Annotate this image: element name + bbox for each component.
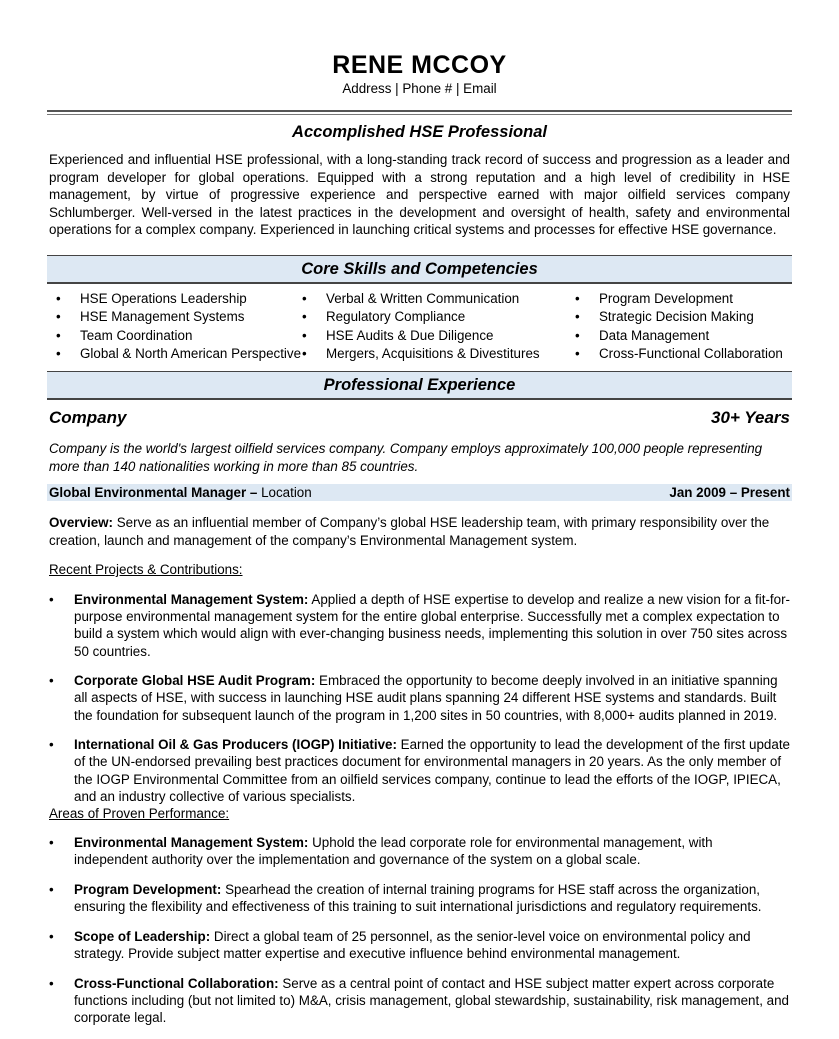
skill-item: • Strategic Decision Making xyxy=(568,308,783,326)
company-tenure: 30+ Years xyxy=(711,408,790,427)
overview-paragraph xyxy=(49,514,790,549)
skill-item: • HSE Management Systems xyxy=(49,308,301,326)
role-bar xyxy=(47,484,792,501)
summary-paragraph: Experienced and influential HSE professional, with a long-standing track record of success and progression as a leader and program developer for global operations. Equipped with a strong reputation and a high level of credibility in HSE management, by virtue of progressive experience and perspective earned with major oilfield services company Schlumberger. Well-versed in the latest practices in the development and oversight of health, safety and environmental operations for a complex company. Experienced in launching critical systems and processes for effective HSE governance. xyxy=(49,152,790,238)
skills-section-heading: Core Skills and Competencies xyxy=(47,255,792,284)
bullet-text: Earned the opportunity to lead the development of the first update of the UN-endorsed prevailing best practices document for environmental managers in 20 years. As the only member of the IOGP Environmental Committee from an oilfield services company, continue to lead the efforts of the IOGP, IPIECA, and an industry collective of various specialists. xyxy=(74,737,790,804)
bullet-label: International Oil & Gas Producers (IOGP) Initiative: xyxy=(74,737,397,753)
company-description: Company is the world's largest oilfield services company. Company employs approximately 100,000 people representing more than 140 nationalities working in more than 85 countries. xyxy=(49,441,763,474)
projects-list xyxy=(49,591,790,817)
bullet-text: Spearhead the creation of internal training programs for HSE staff across the organization, ensuring the flexibility and effectiveness of this training to suit international jurisdictions and regulatory requirements. xyxy=(74,882,762,915)
skill-item: • Regulatory Compliance xyxy=(295,308,540,326)
header-divider xyxy=(47,110,792,115)
skill-item: • HSE Audits & Due Diligence xyxy=(295,327,540,345)
contact-line: Address | Phone # | Email xyxy=(342,81,497,96)
list-item xyxy=(49,834,790,868)
candidate-name: RENE MCCOY xyxy=(332,51,507,79)
skill-item: • HSE Operations Leadership xyxy=(49,290,301,308)
role-title-line xyxy=(49,484,312,501)
experience-section-heading: Professional Experience xyxy=(47,371,792,400)
projects-subheading: Recent Projects & Contributions: xyxy=(49,562,243,577)
bullet-label: Corporate Global HSE Audit Program: xyxy=(74,673,316,689)
bullet-text: Uphold the lead corporate role for environmental management, with independent authority over the implementation and governance of the system on a global scale. xyxy=(74,835,713,868)
list-item xyxy=(49,975,790,1027)
skill-item: • Mergers, Acquisitions & Divestitures xyxy=(295,345,540,363)
list-item xyxy=(49,591,790,660)
skill-item: • Global & North American Perspective xyxy=(49,345,301,363)
skill-item: • Cross-Functional Collaboration xyxy=(568,345,783,363)
bullet-text: Direct a global team of 25 personnel, as the senior-level voice on environmental policy and strategy. Provide subject matter expertise and executive influence behind environmental management. xyxy=(74,929,751,962)
skills-column-2 xyxy=(295,290,540,364)
skill-item: • Verbal & Written Communication xyxy=(295,290,540,308)
areas-list xyxy=(49,834,790,1039)
bullet-text: Embraced the opportunity to become deeply involved in an initiative spanning all aspects of HSE, with success in launching HSE audit plans spanning 24 different HSE systems and standards. Built the foundation for subsequent launch of the program in 1,200 sites in 50 countries, with 8,000+ audits planned in 2019. xyxy=(74,673,778,723)
bullet-label: Scope of Leadership: xyxy=(74,929,211,944)
bullet-label: Cross-Functional Collaboration: xyxy=(74,976,279,991)
skill-item: • Data Management xyxy=(568,327,783,345)
bullet-label: Environmental Management System: xyxy=(74,835,309,850)
company-row xyxy=(49,408,790,432)
skill-item: • Team Coordination xyxy=(49,327,301,345)
list-item xyxy=(49,672,790,724)
list-item xyxy=(49,928,790,962)
bullet-label: Program Development: xyxy=(74,882,222,897)
company-name: Company xyxy=(49,408,127,427)
skill-item: • Program Development xyxy=(568,290,783,308)
role-title: Global Environmental Manager – xyxy=(49,485,258,500)
bullet-label: Environmental Management System: xyxy=(74,592,309,607)
bullet-text: Applied a depth of HSE expertise to develop and realize a new vision for a fit-for-purpose environmental management system for the entire global enterprise. Successfully met a complex expectation to build a system which would align with ever-changing business needs, implementing this solution in over 750 sites across 50 countries. xyxy=(74,592,790,659)
list-item xyxy=(49,736,790,805)
headline: Accomplished HSE Professional xyxy=(292,123,547,141)
areas-subheading: Areas of Proven Performance: xyxy=(49,806,230,821)
role-location: Location xyxy=(257,485,312,500)
list-item xyxy=(49,881,790,915)
role-dates: Jan 2009 – Present xyxy=(669,485,790,500)
overview-label: Overview: xyxy=(49,515,114,530)
skills-column-1 xyxy=(49,290,301,364)
skills-column-3 xyxy=(568,290,783,364)
overview-text: Serve as an influential member of Company’s global HSE leadership team, with primary responsibility over the creation, launch and management of the company’s Environmental Management system. xyxy=(49,515,770,548)
bullet-text: Serve as a central point of contact and HSE subject matter expert across corporate functions including (but not limited to) M&A, crisis management, global stewardship, sustainability, risk management, and corporate legal. xyxy=(74,976,790,1026)
